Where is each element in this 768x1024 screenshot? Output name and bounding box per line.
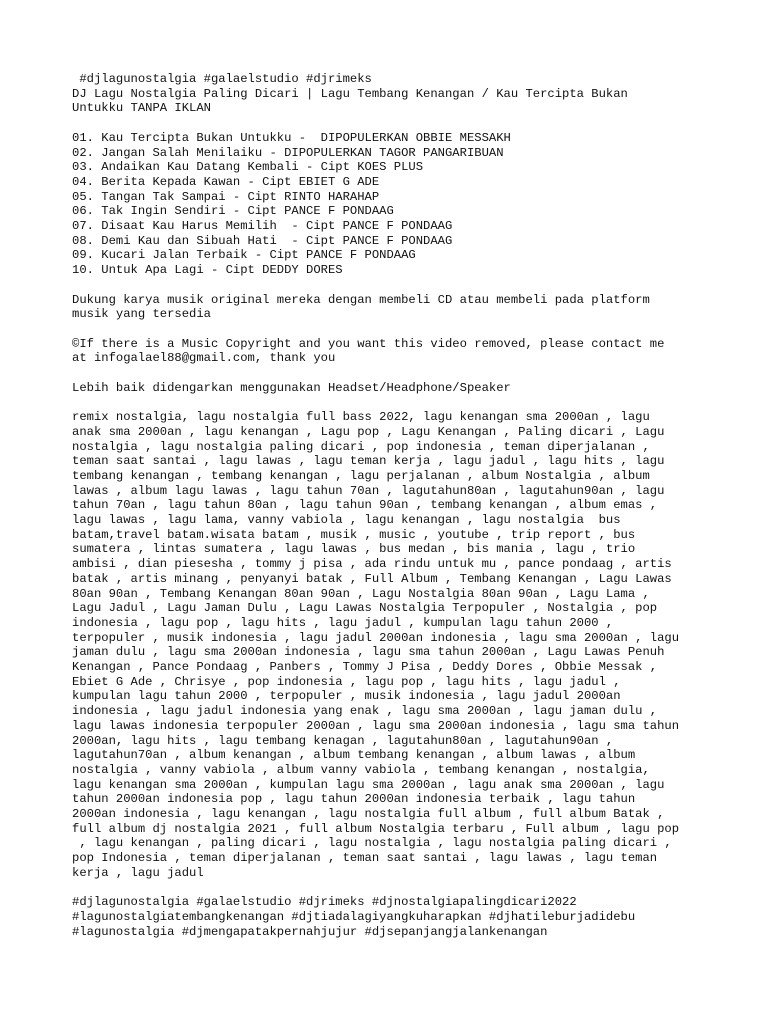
- spacer: [72, 881, 712, 896]
- track-item: 03. Andaikan Kau Datang Kembali - Cipt KOES PLUS: [72, 160, 424, 175]
- track-item: 09. Kucari Jalan Terbaik - Cipt PANCE F PONDAAG: [72, 248, 416, 263]
- support-line: musik yang tersedia: [72, 307, 211, 322]
- keyword-line: jaman dulu , lagu sma 2000an indonesia , lagu sma tahun 2000an , Lagu Lawas Penuh: [72, 645, 665, 660]
- keyword-line: pop Indonesia , teman diperjalanan , teman saat santai , lagu lawas , lagu teman: [72, 851, 658, 866]
- keyword-line: anak sma 2000an , lagu kenangan , Lagu pop , Lagu Kenangan , Paling dicari , Lagu: [72, 424, 665, 439]
- description-text: [72, 72, 712, 939]
- video-title: [72, 87, 712, 116]
- keyword-line: indonesia , lagu jadul indonesia yang enak , lagu sma 2000an , lagu jaman dulu ,: [72, 704, 658, 719]
- keyword-line: tahun 2000an indonesia pop , lagu tahun 2000an indonesia terbaik , lagu tahun: [72, 792, 636, 807]
- keyword-line: Kenangan , Pance Pondaag , Panbers , Tommy J Pisa , Deddy Dores , Obbie Messak ,: [72, 660, 658, 675]
- keyword-line: lagu kenangan sma 2000an , kumpulan lagu sma 2000an , lagu anak sma 2000an , lagu: [72, 777, 665, 792]
- keyword-line: lawas , album lagu lawas , lagu tahun 70an , lagutahun80an , lagutahun90an , lagu: [72, 483, 665, 498]
- keyword-line: indonesia , lagu pop , lagu hits , lagu jadul , kumpulan lagu tahun 2000 ,: [72, 615, 614, 630]
- keyword-line: terpopuler , musik indonesia , lagu jadul 2000an indonesia , lagu sma 2000an , lagu: [72, 630, 680, 645]
- keyword-line: nostalgia , vanny vabiola , album vanny vabiola , tembang kenangan , nostalgia,: [72, 762, 650, 777]
- keyword-line: lagu lawas , lagu lama, vanny vabiola , lagu kenangan , lagu nostalgia bus: [72, 513, 621, 528]
- spacer: [72, 366, 712, 381]
- spacer: [72, 322, 712, 337]
- keyword-line: batak , artis minang , penyanyi batak , Full Album , Tembang Kenangan , Lagu Lawas: [72, 571, 672, 586]
- track-item: 07. Disaat Kau Harus Memilih - Cipt PANCE F PONDAAG: [72, 219, 453, 234]
- hashtag-line: #lagunostalgia #djmengapatakpernahjujur #djsepanjangjalankenangan: [72, 924, 548, 939]
- keyword-line: tahun 70an , lagu tahun 80an , lagu tahun 90an , tembang kenangan , album emas ,: [72, 498, 658, 513]
- top-hashtags-line: #djlagunostalgia #galaelstudio #djrimeks: [72, 72, 372, 86]
- copyright-line: ©If there is a Music Copyright and you want this video removed, please contact me: [72, 336, 665, 351]
- keyword-line: teman saat santai , lagu lawas , lagu teman kerja , lagu jadul , lagu hits , lagu: [72, 454, 665, 469]
- keyword-line: kumpulan lagu tahun 2000 , terpopuler , musik indonesia , lagu jadul 2000an: [72, 689, 621, 704]
- spacer: [72, 116, 712, 131]
- spacer: [72, 278, 712, 293]
- track-item: 10. Untuk Apa Lagi - Cipt DEDDY DORES: [72, 263, 343, 278]
- title-line: DJ Lagu Nostalgia Paling Dicari | Lagu Tembang Kenangan / Kau Tercipta Bukan: [72, 86, 628, 101]
- tracklist: [72, 131, 712, 278]
- track-item: 04. Berita Kepada Kawan - Cipt EBIET G ADE: [72, 174, 380, 189]
- support-note: [72, 293, 712, 322]
- track-item: 05. Tangan Tak Sampai - Cipt RINTO HARAHAP: [72, 189, 380, 204]
- bottom-hashtags: [72, 895, 712, 939]
- track-item: 01. Kau Tercipta Bukan Untukku - DIPOPULERKAN OBBIE MESSAKH: [72, 130, 511, 145]
- spacer: [72, 395, 712, 410]
- keyword-line: remix nostalgia, lagu nostalgia full bass 2022, lagu kenangan sma 2000an , lagu: [72, 410, 650, 425]
- keyword-line: ambisi , dian piesesha , tommy j pisa , ada rindu untuk mu , pance pondaag , artis: [72, 557, 672, 572]
- keyword-block: [72, 410, 712, 881]
- keyword-line: 80an 90an , Tembang Kenangan 80an 90an , Lagu Nostalgia 80an 90an , Lagu Lama ,: [72, 586, 650, 601]
- keyword-line: 2000an, lagu hits , lagu tembang kenagan , lagutahun80an , lagutahun90an ,: [72, 733, 614, 748]
- headset-note: [72, 381, 712, 396]
- copyright-note: [72, 337, 712, 366]
- keyword-line: Lagu Jadul , Lagu Jaman Dulu , Lagu Lawas Nostalgia Terpopuler , Nostalgia , pop: [72, 601, 658, 616]
- hashtag-line: #lagunostalgiatembangkenangan #djtiadalagiyangkuharapkan #djhatileburjadidebu: [72, 909, 636, 924]
- track-item: 06. Tak Ingin Sendiri - Cipt PANCE F PONDAAG: [72, 204, 394, 219]
- keyword-line: Ebiet G Ade , Chrisye , pop indonesia , lagu pop , lagu hits , lagu jadul ,: [72, 674, 621, 689]
- keyword-line: 2000an indonesia , lagu kenangan , lagu nostalgia full album , full album Batak ,: [72, 807, 665, 822]
- hashtag-line: #djlagunostalgia #galaelstudio #djrimeks #djnostalgiapalingdicari2022: [72, 895, 577, 910]
- support-line: Dukung karya musik original mereka dengan membeli CD atau membeli pada platform: [72, 292, 650, 307]
- keyword-line: batam,travel batam.wisata batam , musik , music , youtube , trip report , bus: [72, 527, 636, 542]
- title-line: Untukku TANPA IKLAN: [72, 101, 211, 116]
- keyword-line: , lagu kenangan , paling dicari , lagu nostalgia , lagu nostalgia paling dicari ,: [72, 836, 672, 851]
- top-hashtags: [72, 72, 712, 87]
- keyword-line: tembang kenangan , tembang kenangan , lagu perjalanan , album Nostalgia , album: [72, 468, 650, 483]
- headset-line: Lebih baik didengarkan menggunakan Headset/Headphone/Speaker: [72, 380, 511, 395]
- keyword-line: kerja , lagu jadul: [72, 865, 204, 880]
- keyword-line: lagutahun70an , album kenangan , album tembang kenangan , album lawas , album: [72, 748, 636, 763]
- keyword-line: sumatera , lintas sumatera , lagu lawas , bus medan , bis mania , lagu , trio: [72, 542, 636, 557]
- copyright-line: at infogalael88@gmail.com, thank you: [72, 351, 336, 366]
- track-item: 08. Demi Kau dan Sibuah Hati - Cipt PANCE F PONDAAG: [72, 233, 453, 248]
- track-item: 02. Jangan Salah Menilaiku - DIPOPULERKAN TAGOR PANGARIBUAN: [72, 145, 504, 160]
- keyword-line: nostalgia , lagu nostalgia paling dicari , pop indonesia , teman diperjalanan ,: [72, 439, 650, 454]
- keyword-line: lagu lawas indonesia terpopuler 2000an , lagu sma 2000an indonesia , lagu sma tahun: [72, 718, 680, 733]
- keyword-line: full album dj nostalgia 2021 , full album Nostalgia terbaru , Full album , lagu pop: [72, 821, 680, 836]
